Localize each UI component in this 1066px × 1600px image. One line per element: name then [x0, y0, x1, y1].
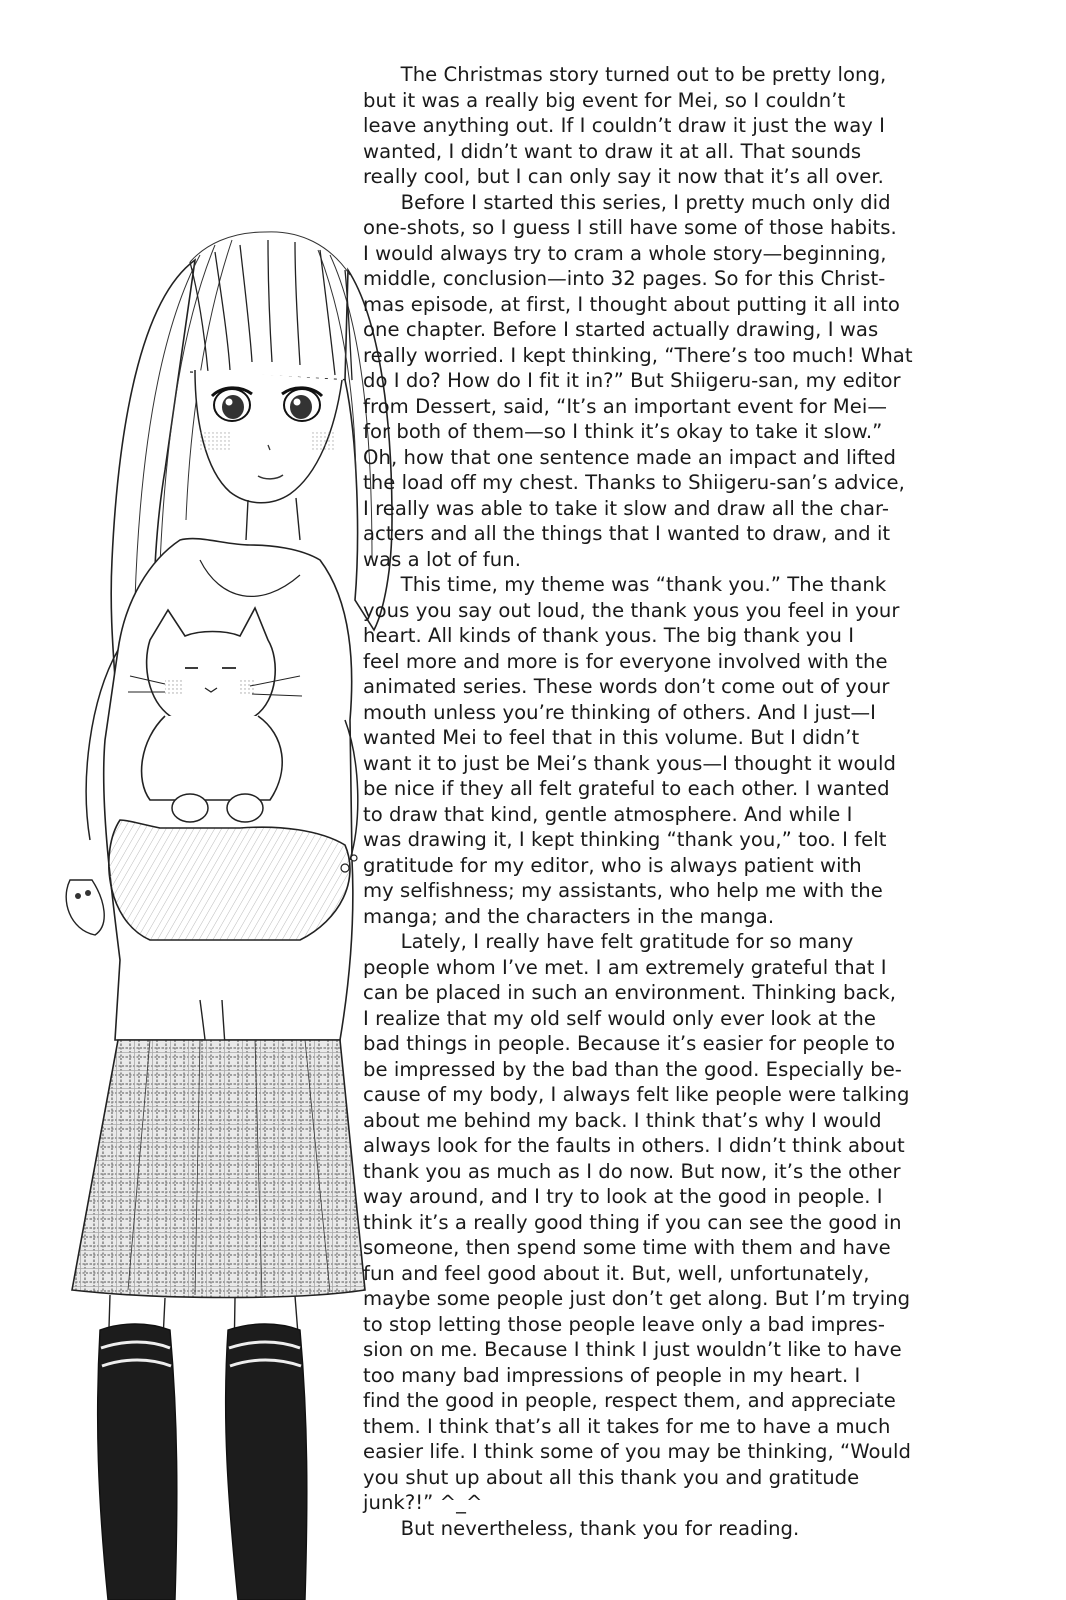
- text-line: easier life. I think some of you may be thinking, “Would: [363, 1440, 911, 1463]
- text-line: Before I started this series, I pretty much only did: [363, 190, 891, 214]
- text-line: want it to just be Mei’s thank yous—I thought it would: [363, 751, 896, 775]
- text-line: This time, my theme was “thank you.” The thank: [363, 573, 887, 596]
- text-line: sion on me. Because I think I just wouldn’t like to have: [363, 1338, 902, 1361]
- text-line: wanted Mei to feel that in this volume. But I didn’t: [363, 726, 860, 749]
- text-line: animated series. These words don’t come out of your: [363, 675, 890, 698]
- text-line: do I do? How do I fit it in?” But Shiigeru-san, my editor: [363, 369, 901, 392]
- text-line: the load off my chest. Thanks to Shiigeru-san’s advice,: [363, 471, 905, 494]
- text-line: mouth unless you’re thinking of others. And I just—I: [363, 700, 876, 724]
- text-line: someone, then spend some time with them and have: [363, 1236, 891, 1259]
- text-line: Oh, how that one sentence made an impact and lifted: [363, 445, 896, 469]
- text-line: bad things in people. Because it’s easier for people to: [363, 1032, 896, 1055]
- text-line: acters and all the things that I wanted to draw, and it: [363, 522, 891, 545]
- text-line: gratitude for my editor, who is always patient with: [363, 853, 862, 877]
- afterword-text: [363, 62, 975, 1541]
- text-line: my selfishness; my assistants, who help me with the: [363, 879, 883, 902]
- text-line: one-shots, so I guess I still have some of those habits.: [363, 216, 897, 239]
- text-line: But nevertheless, thank you for reading.: [363, 1516, 800, 1540]
- text-line: heart. All kinds of thank yous. The big thank you I: [363, 624, 855, 647]
- text-line: find the good in people, respect them, and appreciate: [363, 1389, 896, 1412]
- plaid-skirt: [72, 1040, 365, 1298]
- text-line: you shut up about all this thank you and gratitude: [363, 1465, 860, 1489]
- text-line: was a lot of fun.: [363, 547, 521, 571]
- text-line: yous you say out loud, the thank yous you feel in your: [363, 598, 900, 622]
- text-line: was drawing it, I kept thinking “thank you,” too. I felt: [363, 828, 887, 851]
- text-line: one chapter. Before I started actually drawing, I was: [363, 318, 879, 341]
- text-line: cause of my body, I always felt like people were talking: [363, 1083, 910, 1106]
- text-line: be nice if they all felt grateful to each other. I wanted: [363, 777, 890, 800]
- text-line: junk?!” ^_^: [363, 1491, 483, 1514]
- text-line: wanted, I didn’t want to draw it at all. That sounds: [363, 139, 862, 163]
- text-line: feel more and more is for everyone involved with the: [363, 649, 888, 673]
- text-line: I realize that my old self would only ever look at the: [363, 1006, 876, 1030]
- text-line: really cool, but I can only say it now that it’s all over.: [363, 165, 884, 188]
- text-line: about me behind my back. I think that’s why I would: [363, 1108, 882, 1132]
- text-line: manga; and the characters in the manga.: [363, 904, 775, 928]
- text-line: for both of them—so I think it’s okay to take it slow.”: [363, 420, 883, 443]
- text-line: think it’s a really good thing if you can see the good in: [363, 1210, 902, 1234]
- text-line: Lately, I really have felt gratitude for so many: [363, 930, 854, 953]
- text-line: maybe some people just don’t get along. But I’m trying: [363, 1287, 911, 1310]
- text-line: can be placed in such an environment. Thinking back,: [363, 981, 897, 1004]
- text-line: be impressed by the bad than the good. Especially be-: [363, 1057, 902, 1081]
- text-line: mas episode, at first, I thought about putting it all into: [363, 292, 900, 316]
- text-line: middle, conclusion—into 32 pages. So for this Christ-: [363, 267, 886, 290]
- text-line: way around, and I try to look at the good in people. I: [363, 1185, 883, 1208]
- text-line: but it was a really big event for Mei, so I couldn’t: [363, 88, 846, 112]
- text-line: really worried. I kept thinking, “There’s too much! What: [363, 343, 913, 367]
- text-line: people whom I’ve met. I am extremely grateful that I: [363, 955, 887, 979]
- text-line: fun and feel good about it. But, well, unfortunately,: [363, 1261, 870, 1285]
- text-line: leave anything out. If I couldn’t draw it just the way I: [363, 114, 886, 137]
- text-line: to draw that kind, gentle atmosphere. And while I: [363, 802, 853, 826]
- text-line: to stop letting those people leave only a bad impres-: [363, 1312, 886, 1336]
- text-line: always look for the faults in others. I didn’t think about: [363, 1134, 905, 1157]
- bangs: [190, 240, 352, 380]
- text-line: them. I think that’s all it takes for me to have a much: [363, 1414, 891, 1438]
- text-line: I would always try to cram a whole story—beginning,: [363, 241, 887, 265]
- text-line: thank you as much as I do now. But now, it’s the other: [363, 1159, 901, 1183]
- text-line: The Christmas story turned out to be pretty long,: [363, 63, 887, 86]
- text-line: from Dessert, said, “It’s an important event for Mei—: [363, 394, 887, 418]
- text-line: too many bad impressions of people in my heart. I: [363, 1363, 861, 1387]
- text-line: I really was able to take it slow and draw all the char-: [363, 496, 890, 520]
